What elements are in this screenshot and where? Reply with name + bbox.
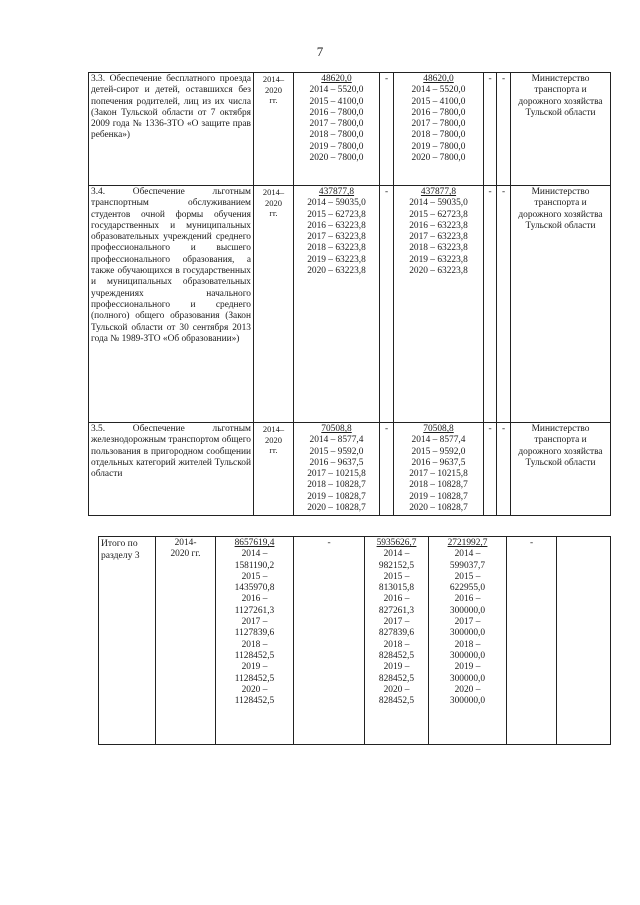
year-value: 2017 – 7800,0 — [309, 119, 364, 130]
period-start: 2014– — [262, 424, 285, 434]
year-value: 2019 – 10828,7 — [409, 491, 468, 502]
measure-description: 3.3. Обеспечение бесплатного проезда детей-сирот и детей, оставшихся без попечения родителей, лиц из их числа (Закон Тульской области от 7 октября 2009 года № 1336-ЗТО «О защите прав ребенка») — [89, 73, 254, 186]
year-value: 2016 – — [383, 594, 410, 605]
year-value: 2015 – — [383, 571, 410, 582]
year-value: 2015 – 62723,8 — [409, 209, 468, 220]
year-value: 2014 – 8577,4 — [411, 435, 466, 446]
year-value: 2017 – 63223,8 — [409, 232, 468, 243]
regional-funding-cell — [394, 423, 484, 516]
funding-total: 48620,0 — [321, 74, 352, 84]
year-value: 2019 – 63223,8 — [409, 254, 468, 265]
regional-years — [396, 198, 481, 277]
program-table — [88, 72, 611, 516]
year-value: 2015 – 4100,0 — [309, 96, 364, 107]
year-value: 2014 – 59035,0 — [409, 198, 468, 209]
year-value: 2019 – — [383, 662, 410, 673]
extra-funding: - — [497, 423, 511, 516]
year-value: 2017 – 10215,8 — [307, 469, 366, 480]
year-value: 2019 – 7800,0 — [309, 141, 364, 152]
year-value: 2017 – — [383, 617, 410, 628]
total-label: Итого по разделу 3 — [99, 537, 156, 745]
regional-years — [396, 85, 481, 164]
total-regional-years — [367, 549, 426, 707]
table-row — [89, 423, 611, 516]
period-unit: гг. — [269, 445, 278, 455]
year-value: 1128452,5 — [234, 650, 275, 661]
total-row — [99, 537, 611, 745]
year-value: 2020 – 7800,0 — [309, 153, 364, 164]
year-value: 1127261,3 — [234, 605, 275, 616]
table-row — [89, 73, 611, 186]
funding-total-cell — [294, 423, 380, 516]
period-unit: гг. — [269, 95, 278, 105]
measure-description: 3.5. Обеспечение льготным железнодорожным транспортом общего пользования в пригородном сообщении отдельных категорий жителей Тульской области — [89, 423, 254, 516]
period-end: 2020 — [265, 197, 282, 208]
year-value: 2019 – — [241, 662, 268, 673]
year-value: 2018 – 10828,7 — [409, 480, 468, 491]
year-value: 2019 – 7800,0 — [411, 141, 466, 152]
year-value: 2016 – 7800,0 — [411, 107, 466, 118]
total-local-cell — [429, 537, 507, 745]
year-value: 2015 – 9592,0 — [411, 446, 466, 457]
regional-total: 437877,8 — [420, 187, 457, 197]
total-funding-sum: 8657619,4 — [234, 538, 275, 548]
measure-period — [254, 423, 294, 516]
year-value: 1581190,2 — [234, 560, 275, 571]
funding-total-cell — [294, 73, 380, 186]
funding-total: 437877,8 — [318, 187, 355, 197]
year-value: 2016 – 7800,0 — [309, 107, 364, 118]
year-value: 2020 – 10828,7 — [307, 503, 366, 514]
year-value: 1435970,8 — [234, 583, 275, 594]
total-extra: - — [507, 537, 557, 745]
year-value: 2018 – 63223,8 — [307, 243, 366, 254]
year-value: 2015 – — [241, 571, 268, 582]
year-value: 828452,5 — [378, 696, 415, 707]
executor: Министерство транспорта и дорожного хозяйства Тульской области — [511, 186, 611, 423]
year-value: 2016 – — [241, 594, 268, 605]
year-value: 2020 – — [454, 684, 481, 695]
federal-funding: - — [380, 423, 394, 516]
year-value: 2018 – — [241, 639, 268, 650]
year-value: 813015,8 — [378, 583, 415, 594]
regional-funding-cell — [394, 73, 484, 186]
executor: Министерство транспорта и дорожного хозяйства Тульской области — [511, 73, 611, 186]
year-value: 827261,3 — [378, 605, 415, 616]
year-value: 2020 – 10828,7 — [409, 503, 468, 514]
year-value: 2015 – 4100,0 — [411, 96, 466, 107]
local-funding: - — [484, 73, 497, 186]
total-funding-cell — [216, 537, 294, 745]
period-end: 2020 — [265, 84, 282, 95]
year-value: 2016 – 9637,5 — [309, 457, 364, 468]
total-federal: - — [294, 537, 365, 745]
year-value: 2019 – 63223,8 — [307, 254, 366, 265]
year-value: 2020 – 63223,8 — [409, 266, 468, 277]
year-value: 2018 – 63223,8 — [409, 243, 468, 254]
year-value: 827839,6 — [378, 628, 415, 639]
year-value: 2014 – 59035,0 — [307, 198, 366, 209]
year-value: 2020 – 7800,0 — [411, 153, 466, 164]
year-value: 2019 – — [454, 662, 481, 673]
year-value: 2020 – — [383, 684, 410, 695]
year-value: 300000,0 — [449, 673, 486, 684]
year-value: 2018 – — [383, 639, 410, 650]
year-value: 2015 – 62723,8 — [307, 209, 366, 220]
year-value: 2018 – 7800,0 — [309, 130, 364, 141]
year-value: 982152,5 — [378, 560, 415, 571]
year-value: 2018 – — [454, 639, 481, 650]
funding-years — [296, 85, 377, 164]
extra-funding: - — [497, 186, 511, 423]
year-value: 2017 – — [454, 617, 481, 628]
period-start: 2014– — [262, 187, 285, 197]
period-end: 2020 — [265, 434, 282, 445]
regional-funding-cell — [394, 186, 484, 423]
extra-funding: - — [497, 73, 511, 186]
year-value: 828452,5 — [378, 650, 415, 661]
year-value: 2020 – — [241, 684, 268, 695]
year-value: 2014 – — [454, 549, 481, 560]
year-value: 2019 – 10828,7 — [307, 491, 366, 502]
year-value: 2017 – 7800,0 — [411, 119, 466, 130]
year-value: 2014 – 8577,4 — [309, 435, 364, 446]
local-funding: - — [484, 186, 497, 423]
regional-total: 48620,0 — [423, 74, 454, 84]
total-period — [156, 537, 216, 745]
year-value: 2014 – 5520,0 — [411, 85, 466, 96]
year-value: 2020 – 63223,8 — [307, 266, 366, 277]
year-value: 1128452,5 — [234, 673, 275, 684]
total-local-sum: 2721992,7 — [447, 538, 488, 548]
year-value: 2016 – 63223,8 — [307, 220, 366, 231]
year-value: 2014 – — [241, 549, 268, 560]
year-value: 1128452,5 — [234, 696, 275, 707]
total-table — [98, 536, 611, 745]
federal-funding: - — [380, 186, 394, 423]
period-unit: гг. — [269, 208, 278, 218]
page-number: 7 — [316, 44, 324, 59]
year-value: 300000,0 — [449, 650, 486, 661]
funding-years — [296, 198, 377, 277]
year-value: 2017 – 63223,8 — [307, 232, 366, 243]
year-value: 300000,0 — [449, 628, 486, 639]
year-value: 622955,0 — [449, 583, 486, 594]
year-value: 2014 – — [383, 549, 410, 560]
total-empty — [557, 537, 611, 745]
year-value: 2018 – 7800,0 — [411, 130, 466, 141]
year-value: 300000,0 — [449, 605, 486, 616]
year-value: 2016 – 63223,8 — [409, 220, 468, 231]
total-local-years — [431, 549, 504, 707]
measure-description: 3.4. Обеспечение льготным транспортным обслуживанием студентов очной формы обучения государственных и муниципальных образовательных учреждений среднего профессионального и высшего профессионального образования, а также обучающихся в государственных и муниципальных образовательных учреждениях начального профессионального и среднего (полного) общего образования (Закон Тульской области от 30 сентября 2013 года № 1989-ЗТО «Об образовании») — [89, 186, 254, 423]
measure-period — [254, 73, 294, 186]
year-value: 599037,7 — [449, 560, 486, 571]
total-period-end: 2020 гг. — [170, 549, 201, 560]
total-regional-cell — [365, 537, 429, 745]
funding-total-cell — [294, 186, 380, 423]
year-value: 2015 – — [454, 571, 481, 582]
total-period-start: 2014- — [174, 538, 197, 548]
total-funding-years — [218, 549, 291, 707]
year-value: 2014 – 5520,0 — [309, 85, 364, 96]
funding-total: 70508,8 — [321, 424, 352, 434]
regional-total: 70508,8 — [423, 424, 454, 434]
year-value: 2017 – 10215,8 — [409, 469, 468, 480]
regional-years — [396, 435, 481, 514]
year-value: 828452,5 — [378, 673, 415, 684]
measure-period — [254, 186, 294, 423]
total-regional-sum: 5935626,7 — [376, 538, 417, 548]
year-value: 2016 – 9637,5 — [411, 457, 466, 468]
year-value: 2018 – 10828,7 — [307, 480, 366, 491]
period-start: 2014– — [262, 74, 285, 84]
local-funding: - — [484, 423, 497, 516]
funding-years — [296, 435, 377, 514]
year-value: 300000,0 — [449, 696, 486, 707]
executor: Министерство транспорта и дорожного хозяйства Тульской области — [511, 423, 611, 516]
federal-funding: - — [380, 73, 394, 186]
year-value: 2017 – — [241, 617, 268, 628]
year-value: 1127839,6 — [234, 628, 275, 639]
year-value: 2015 – 9592,0 — [309, 446, 364, 457]
year-value: 2016 – — [454, 594, 481, 605]
table-row — [89, 186, 611, 423]
